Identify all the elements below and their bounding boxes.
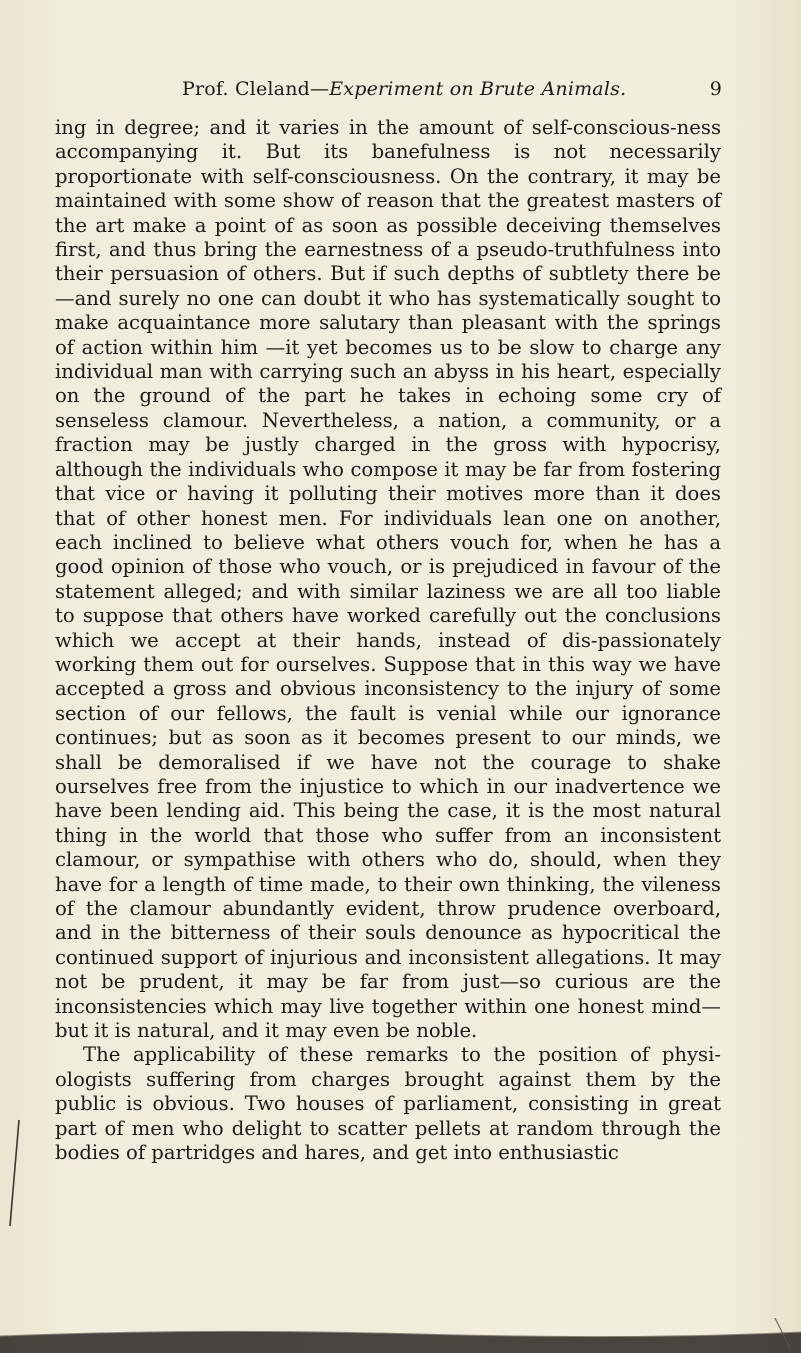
paragraph-2: The applicability of these remarks to the position of physi-ologists suffering from charges brought against them by the public is obvious. Two houses of parliament, consisting in great part of men who delight to scatter pellets at random through the bodies of partridges and hares, and get into enthusiastic (55, 1043, 721, 1165)
body-text (55, 116, 721, 1165)
page-number: 9 (709, 78, 722, 100)
margin-pencil-mark (6, 1118, 22, 1228)
running-header (182, 78, 722, 100)
paragraph-1: ing in degree; and it varies in the amount of self-conscious-ness accompanying it. But its banefulness is not necessarily proportionate with self-consciousness. On the contrary, it may be maintained with some show of reason that the greatest masters of the art make a point of as soon as possible deceiving themselves first, and thus bring the earnestness of a pseudo-truthfulness into their persuasion of others. But if such depths of subtlety there be—and surely no one can doubt it who has systematically sought to make acquaintance more salutary than pleasant with the springs of action within him —it yet becomes us to be slow to charge any individual man with carrying such an abyss in his heart, especially on the ground of the part he takes in echoing some cry of senseless clamour. Nevertheless, a nation, a community, or a fraction may be justly charged in the gross with hypocrisy, although the individuals who compose it may be far from fostering that vice or having it polluting their motives more than it does that of other honest men. For individuals lean one on another, each inclined to believe what others vouch for, when he has a good opinion of those who vouch, or is prejudiced in favour of the statement alleged; and with similar laziness we are all too liable to suppose that others have worked carefully out the conclusions which we accept at their hands, instead of dis-passionately working them out for ourselves. Suppose that in this way we have accepted a gross and obvious inconsistency to the injury of some section of our fellows, the fault is venial while our ignorance continues; but as soon as it becomes present to our minds, we shall be demoralised if we have not the courage to shake ourselves free from the injustice to which in our inadvertence we have been lending aid. This being the case, it is the most natural thing in the world that those who suffer from an inconsistent clamour, or sympathise with others who do, should, when they have for a length of time made, to their own thinking, the vileness of the clamour abundantly evident, throw prudence overboard, and in the bitterness of their souls denounce as hypocritical the continued support of injurious and inconsistent allegations. It may not be prudent, it may be far from just—so curious are the inconsistencies which may live together within one honest mind—but it is natural, and it may even be noble. (55, 116, 721, 1043)
header-dash: — (310, 78, 330, 100)
running-title (182, 78, 626, 100)
header-author: Prof. Cleland (182, 78, 311, 100)
page-bottom-edge (0, 1318, 801, 1353)
header-title: Experiment on Brute Animals. (329, 78, 627, 100)
